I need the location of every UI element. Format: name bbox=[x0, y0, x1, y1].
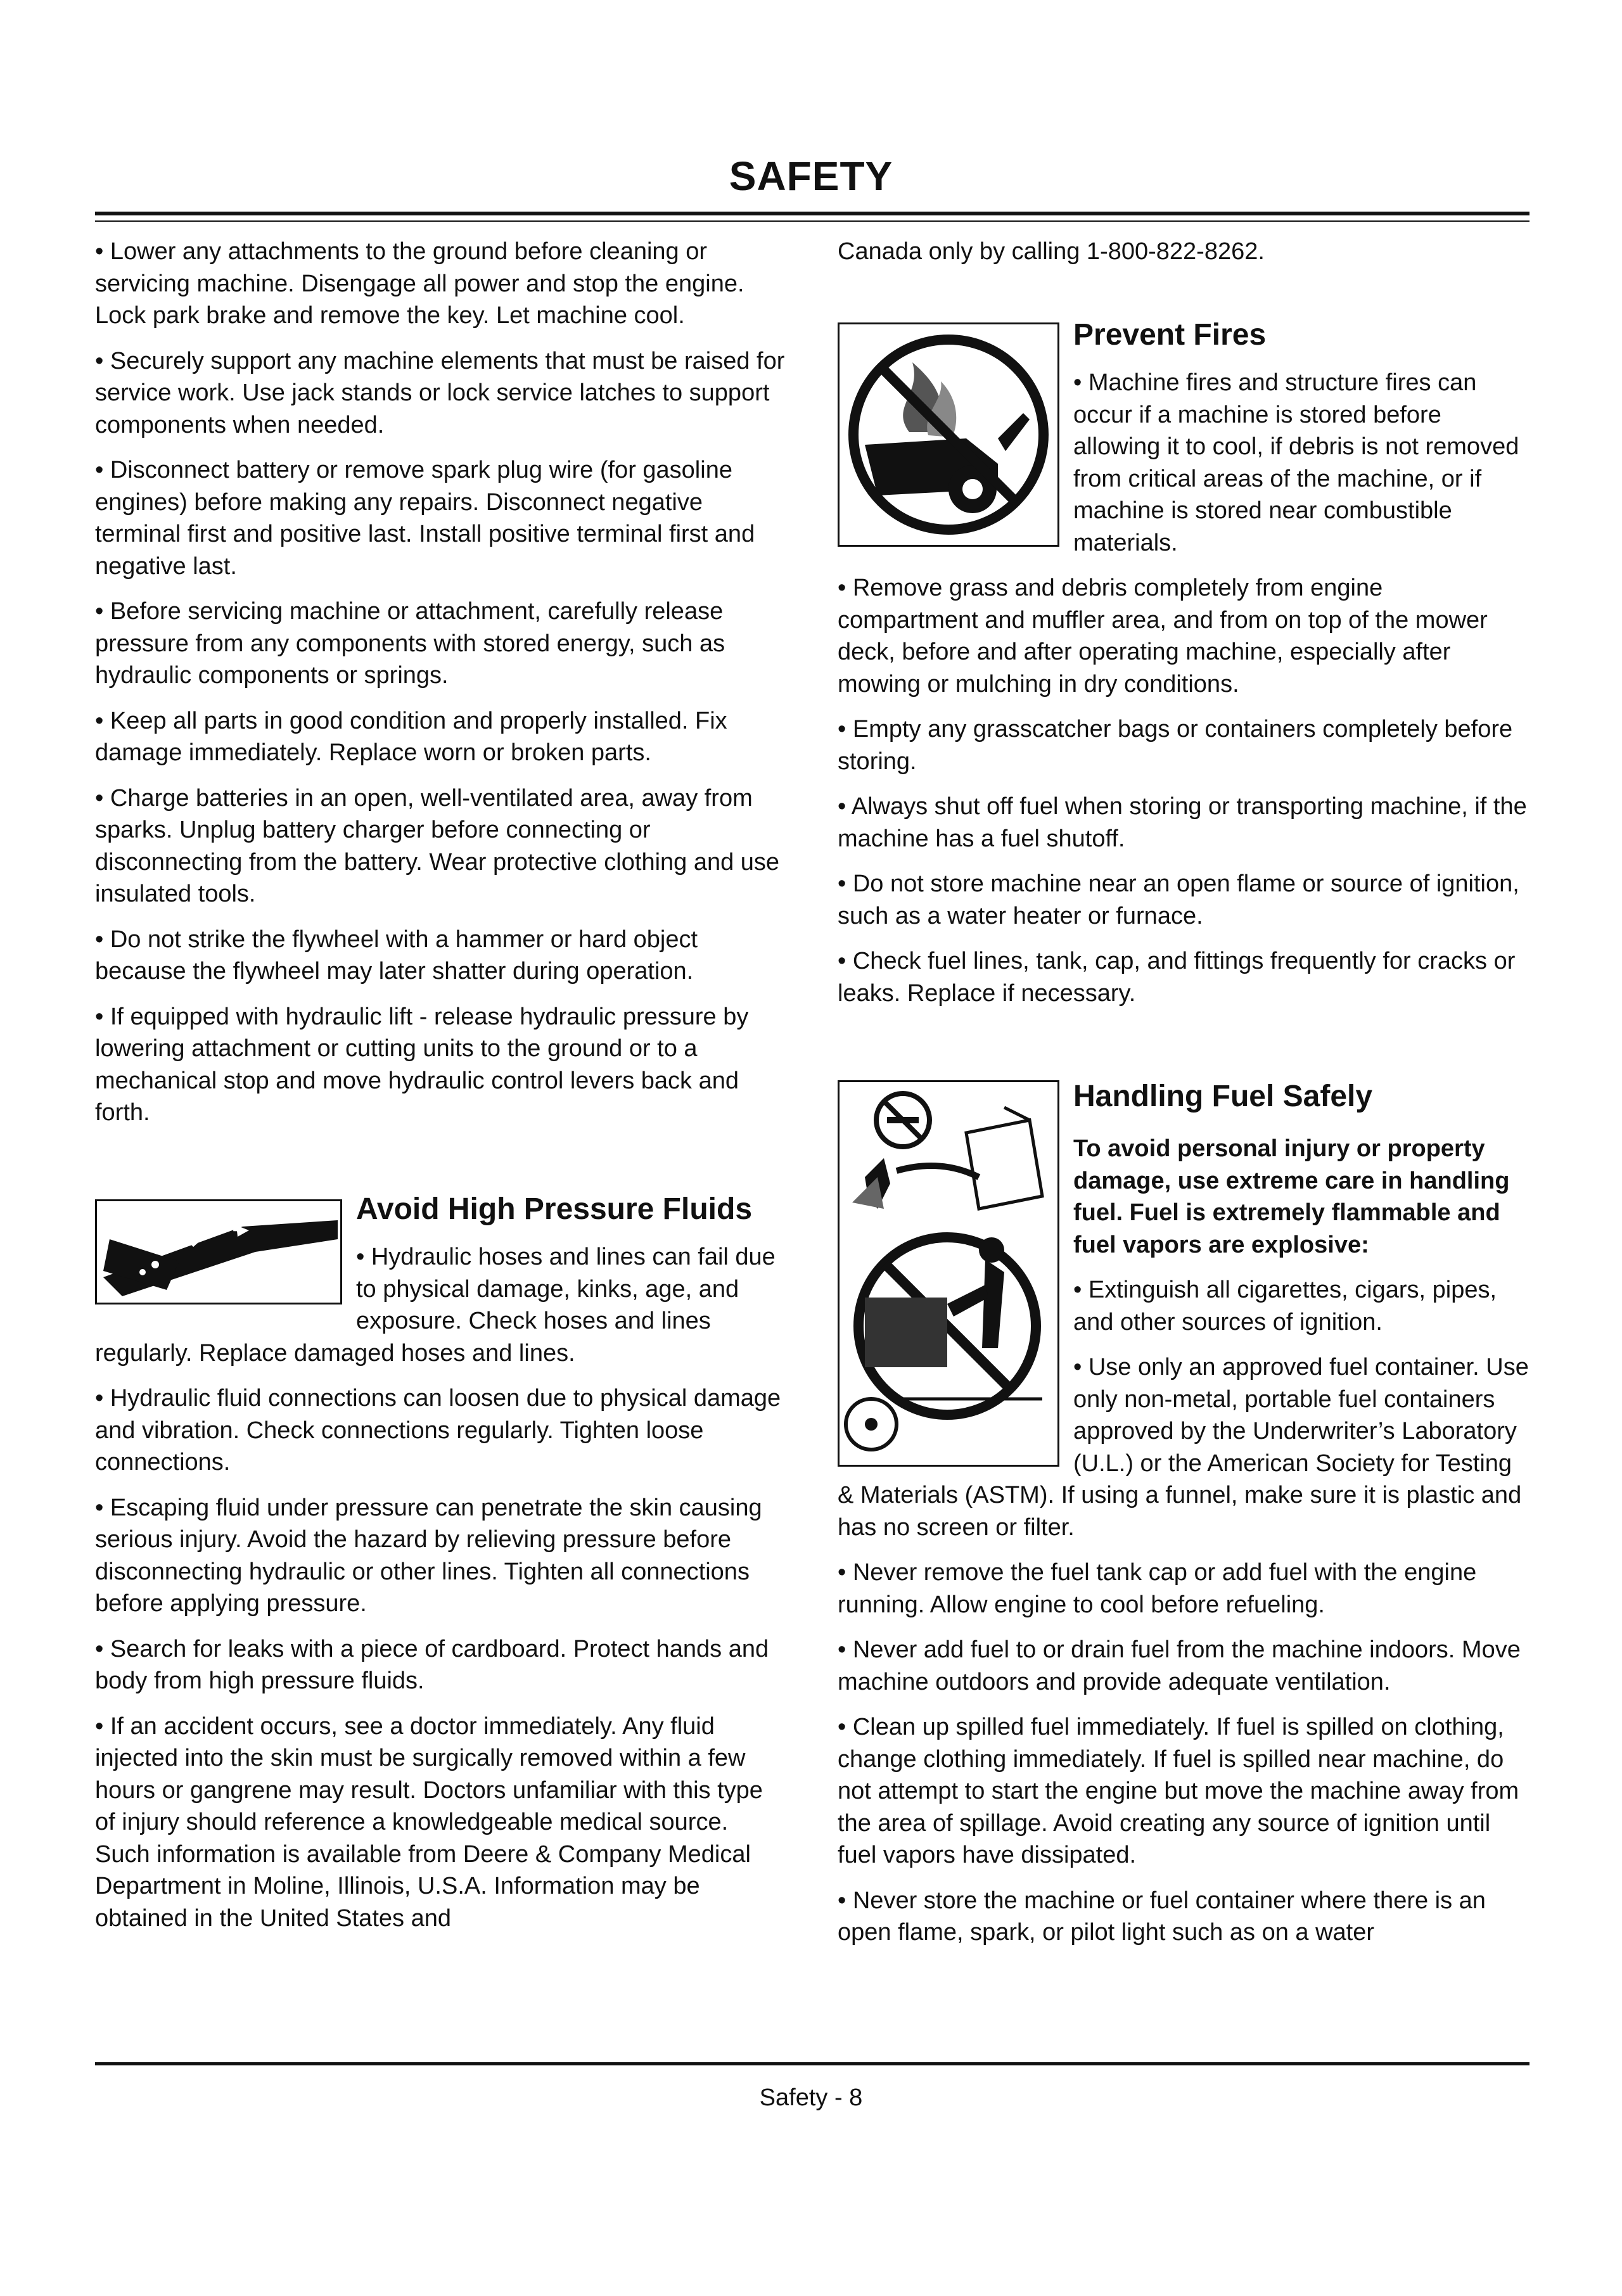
fuel-warning-text: To avoid personal injury or property damage, use extreme care in handling fuel. Fuel is extremely flammable and fuel vapors are explosive: bbox=[1073, 1135, 1510, 1258]
bullet-empty-bags: • Empty any grasscatcher bags or containers completely before storing. bbox=[838, 716, 1513, 775]
bullet-lower-attachments: • Lower any attachments to the ground before cleaning or servicing machine. Disengage all power and stop the engine. Lock park brake and remove the key. Let machine cool. bbox=[95, 238, 744, 329]
bullet-indoors: • Never add fuel to or drain fuel from the machine indoors. Move machine outdoors and provide adequate ventilation. bbox=[838, 1636, 1521, 1695]
bullet-fluid-connections: • Hydraulic fluid connections can loosen due to physical damage and vibration. Check connections regularly. Tighten loose connections. bbox=[95, 1385, 781, 1476]
fuel-safety-icon bbox=[838, 1080, 1059, 1467]
bullet-charge-batteries: • Charge batteries in an open, well-ventilated area, away from sparks. Unplug battery charger before connecting or disconnecting from the battery. Wear protective clothing and use insulated tools. bbox=[95, 784, 780, 907]
page-title: SAFETY bbox=[729, 153, 893, 199]
bullet-remove-grass: • Remove grass and debris completely from engine compartment and muffler area, and from on top of the mower deck, before and after operating machine, especially after mowing or mulching in dry conditions. bbox=[838, 575, 1488, 698]
bullet-keep-parts: • Keep all parts in good condition and properly installed. Fix damage immediately. Replace worn or broken parts. bbox=[95, 707, 727, 766]
page-number: Safety - 8 bbox=[759, 2084, 863, 2111]
left-column bbox=[95, 236, 789, 1934]
bullet-accident: • If an accident occurs, see a doctor immediately. Any fluid injected into the skin must be surgically removed within a few hours or gangrene may result. Doctors unfamiliar with this type of injury should reference a knowledgeable medical source. Such information is available from Deere & Company Medical Department in Moline, Illinois, U.S.A. Information may be obtained in the United States and bbox=[95, 1712, 763, 1932]
bullet-tank-cap: • Never remove the fuel tank cap or add fuel with the engine running. Allow engine to cool before refueling. bbox=[838, 1559, 1477, 1618]
footer-rule bbox=[95, 2062, 1529, 2065]
bullet-approved-container: • Use only an approved fuel container. Use only non-metal, portable fuel containers approved by the Underwriter’s Laboratory (U.L.) or the American Society for Testing & Materials (ASTM). If using a funnel, make sure it is plastic and has no screen or filter. bbox=[838, 1354, 1529, 1541]
bullet-disconnect-battery: • Disconnect battery or remove spark plug wire (for gasoline engines) before making any repairs. Disconnect negative terminal first and positive last. Install positive terminal first and negative last. bbox=[95, 457, 755, 580]
header-rule-thin bbox=[95, 220, 1529, 222]
no-fire-mower-icon bbox=[838, 322, 1059, 547]
bullet-check-fuel-lines: • Check fuel lines, tank, cap, and fittings frequently for cracks or leaks. Replace if necessary. bbox=[838, 948, 1516, 1007]
section-heading-fuel-safety: Handling Fuel Safely bbox=[1073, 1080, 1373, 1114]
bullet-spilled-fuel: • Clean up spilled fuel immediately. If fuel is spilled on clothing, change clothing immediately. If fuel is spilled near machine, do not attempt to start the engine but move the machine away from the area of spillage. Avoid creating any source of ignition until fuel vapors have dissipated. bbox=[838, 1714, 1519, 1869]
bullet-extinguish: • Extinguish all cigarettes, cigars, pipes, and other sources of ignition. bbox=[1073, 1277, 1497, 1336]
right-column bbox=[838, 236, 1529, 1949]
bullet-flywheel: • Do not strike the flywheel with a hammer or hard object because the flywheel may later shatter during operation. bbox=[95, 926, 698, 985]
section-heading-prevent-fires: Prevent Fires bbox=[1073, 317, 1267, 352]
bullet-open-flame: • Do not store machine near an open flame or source of ignition, such as a water heater or furnace. bbox=[838, 871, 1519, 929]
bullet-search-leaks: • Search for leaks with a piece of cardboard. Protect hands and body from high pressure fluids. bbox=[95, 1635, 769, 1695]
bullet-hydraulic-hoses: • Hydraulic hoses and lines can fail due to physical damage, kinks, age, and exposure. Check hoses and lines regularly. Replace damaged hoses and lines. bbox=[95, 1244, 776, 1367]
bullet-shut-off-fuel: • Always shut off fuel when storing or transporting machine, if the machine has a fuel shutoff. bbox=[838, 793, 1527, 852]
bullet-release-pressure: • Before servicing machine or attachment, carefully release pressure from any components with stored energy, such as hydraulic components or springs. bbox=[95, 598, 725, 689]
continuation-text: Canada only by calling 1-800-822-8262. bbox=[838, 238, 1265, 265]
bullet-store-machine: • Never store the machine or fuel container where there is an open flame, spark, or pilot light such as on a water bbox=[838, 1887, 1486, 1946]
bullet-support-elements: • Securely support any machine elements that must be raised for service work. Use jack stands or lock service latches to support components when needed. bbox=[95, 347, 785, 438]
high-pressure-fluid-icon bbox=[95, 1199, 342, 1304]
header-rule-thick bbox=[95, 212, 1529, 215]
section-heading-high-pressure: Avoid High Pressure Fluids bbox=[356, 1192, 753, 1226]
bullet-machine-fires: • Machine fires and structure fires can occur if a machine is stored before allowing it to cool, if debris is not removed from critical areas of the machine, or if machine is stored near combustible materials. bbox=[1073, 369, 1519, 556]
bullet-hydraulic-lift: • If equipped with hydraulic lift - release hydraulic pressure by lowering attachment or cutting units to the ground or to a mechanical stop and move hydraulic control levers back and forth. bbox=[95, 1003, 749, 1126]
bullet-escaping-fluid: • Escaping fluid under pressure can penetrate the skin causing serious injury. Avoid the hazard by relieving pressure before disconnecting hydraulic or other lines. Tighten all connections before applying pressure. bbox=[95, 1494, 762, 1617]
